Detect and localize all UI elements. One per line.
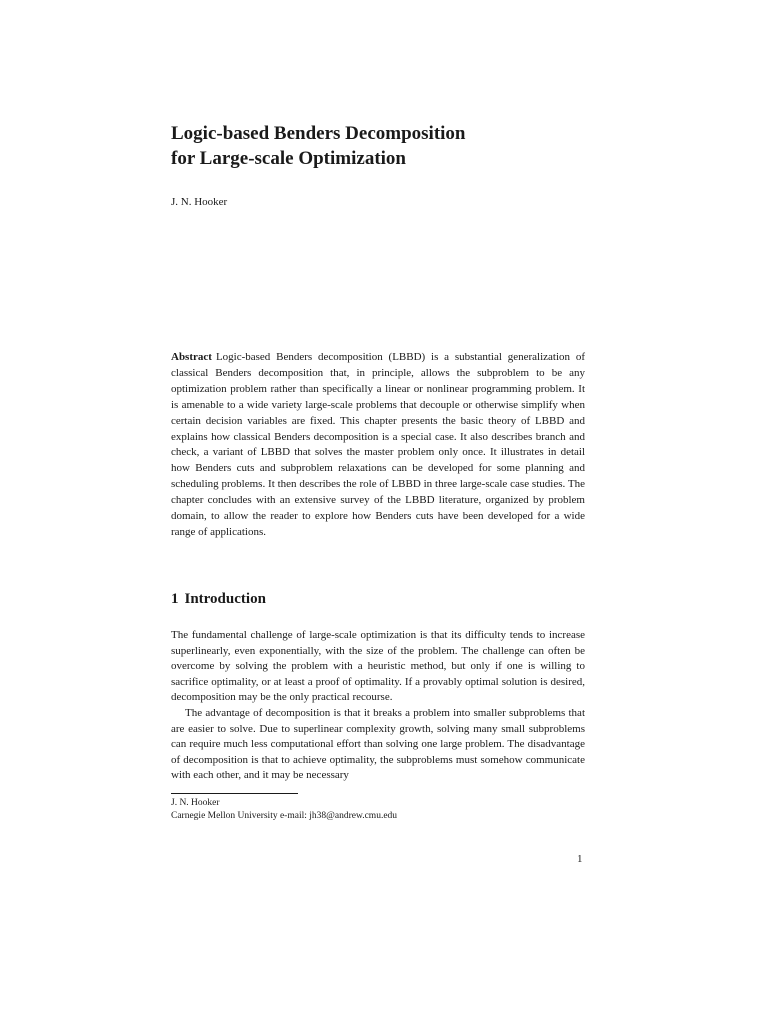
section-number: 1 [171, 591, 179, 607]
body-paragraph: The fundamental challenge of large-scale optimization is that its difficulty tends to increase superlinearly, even exponentially, with the size of the problem. The challenge can often be overcome by solving the problem with a heuristic method, but only if one is willing to sacrifice optimality, or at least a proof of optimality. If a provably optimal solution is desired, decomposition may be the only practical recourse. [171, 629, 585, 704]
paper-title [171, 121, 601, 171]
body-paragraph: The advantage of decomposition is that it breaks a problem into smaller subproblems that are easier to solve. Due to superlinear complexity growth, solving many small subproblems can require much less computational effort than solving one large problem. The disadvantage of decomposition is that to achieve optimality, the subproblems must somehow communicate with each other, and it may be necessary [171, 707, 585, 782]
paper-title-line-2: for Large-scale Optimization [171, 148, 406, 169]
abstract [171, 350, 585, 541]
footnote-affiliation: Carnegie Mellon University e-mail: jh38@andrew.cmu.edu [171, 810, 398, 821]
footnote-rule [171, 793, 298, 794]
section-heading [171, 590, 266, 608]
paper-author: J. N. Hooker [171, 196, 228, 208]
abstract-text: Logic-based Benders decomposition (LBBD) is a substantial generalization of classical Benders decomposition that, in principle, allows the subproblem to be any optimization problem rather than specifically a linear or nonlinear programming problem. It is amenable to a wide variety large-scale problems that decouple or otherwise simplify when certain decision variables are fixed. This chapter presents the basic theory of LBBD and explains how classical Benders decomposition is a special case. It also describes branch and check, a variant of LBBD that solves the master problem only once. It illustrates in detail how Benders cuts and subproblem relaxations can be developed for some planning and scheduling problems. It then describes the role of LBBD in three large-scale case studies. The chapter concludes with an extensive survey of the LBBD literature, organized by problem domain, to allow the reader to explore how Benders cuts have been developed for a wide range of applications. [171, 351, 585, 538]
paper-title-line-1: Logic-based Benders Decomposition [171, 123, 466, 144]
page-number: 1 [577, 853, 583, 865]
footnote [171, 797, 585, 822]
abstract-label: Abstract [171, 351, 212, 363]
footnote-author: J. N. Hooker [171, 798, 220, 808]
section-title: Introduction [184, 591, 266, 607]
